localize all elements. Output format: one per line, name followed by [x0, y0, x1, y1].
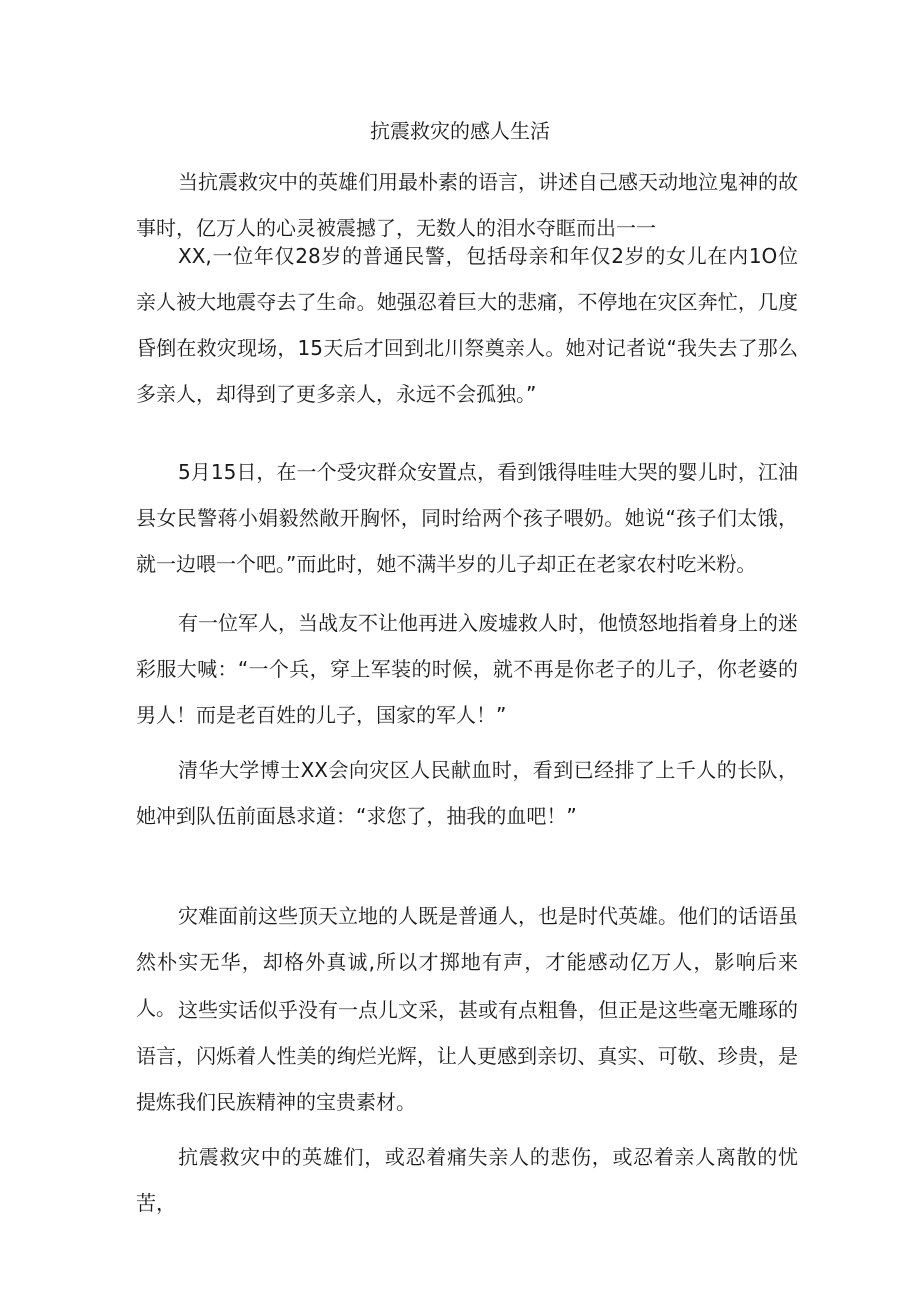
paragraph-policewoman-nursing: 5月15日，在一个受灾群众安置点，看到饿得哇哇大哭的婴儿时，江油县女民警蒋小娟毅然敞开胸怀，同时给两个孩子喂奶。她说“孩子们太饿，就一边喂一个吧。”而此时，她不满半岁的儿子却正在老家农村吃米粉。 — [136, 460, 798, 576]
paragraph-heroes: 灾难面前这些顶天立地的人既是普通人，也是时代英雄。他们的话语虽然朴实无华，却格外真诚,所以才掷地有声，才能感动亿万人，影响后来人。 — [136, 904, 798, 1020]
paragraph-soldier: 有一位军人，当战友不让他再进入废墟救人时，他愤怒地指着身上的迷彩服大喊：“一个兵，穿上军装的时候，就不再是你老子的儿子，你老婆的男人！而是老百姓的儿子，国家的军人！” — [136, 611, 798, 727]
paragraph-plain-words: 这些实话似乎没有一点儿文采，甚或有点粗鲁，但正是这些毫无雕琢的语言，闪烁着人性美的绚烂光辉，让人更感到亲切、真实、可敬、珍贵，是提炼我们民族精神的宝贵素材。 — [136, 998, 798, 1114]
paragraph-closing: 抗震救灾中的英雄们，或忍着痛失亲人的悲伤，或忍着亲人离散的忧苦， — [136, 1145, 798, 1215]
paragraph-intro: 当抗震救灾中的英雄们用最朴素的语言，讲述自己感天动地泣鬼神的故事时，亿万人的心灵被震撼了，无数人的泪水夺眶而出一一 — [136, 170, 798, 240]
document-title: 抗震救灾的感人生活 — [370, 119, 550, 143]
paragraph-blood-donor: 清华大学博士XX会向灾区人民献血时，看到已经排了上千人的长队，她冲到队伍前面恳求道：“求您了，抽我的血吧！” — [136, 758, 798, 828]
paragraph-police-officer: XX,一位年仅28岁的普通民警，包括母亲和年仅2岁的女儿在内1O位亲人被大地震夺去了生命。她强忍着巨大的悲痛，不停地在灾区奔忙，几度昏倒在救灾现场，15天后才回到北川祭奠亲人。她对记者说“我失去了那么多亲人，却得到了更多亲人，永远不会孤独。” — [136, 244, 798, 406]
